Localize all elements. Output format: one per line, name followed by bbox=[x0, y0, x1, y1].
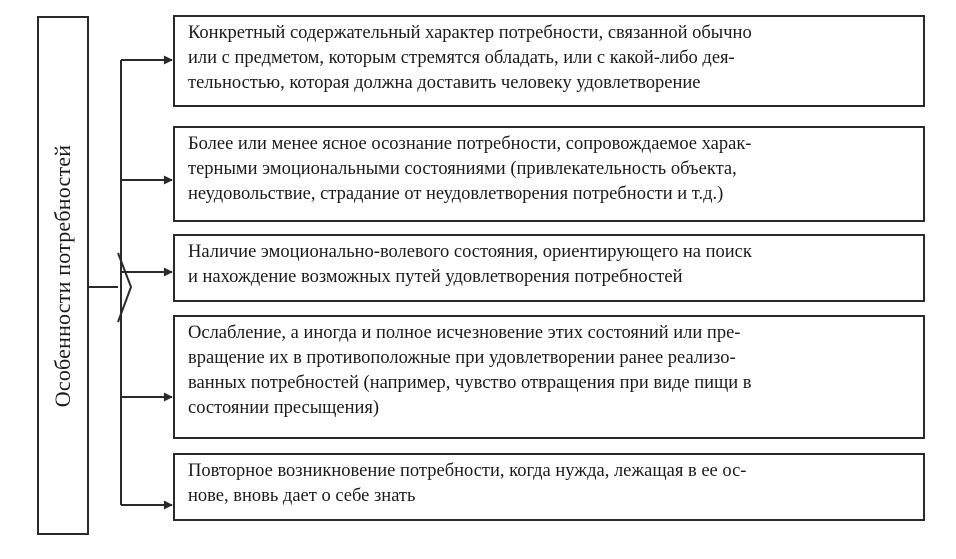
feature-4-line-4: состоянии пресыщения) bbox=[188, 398, 380, 418]
feature-box-3 bbox=[173, 234, 925, 302]
feature-box-1 bbox=[173, 15, 925, 107]
feature-4-line-1: Ослабление, а иногда и полное исчезновение этих состояний или пре- bbox=[188, 323, 741, 343]
feature-2-line-2: терными эмоциональными состояниями (привлекательность объекта, bbox=[188, 159, 737, 179]
feature-4-line-3: ванных потребностей (например, чувство отвращения при виде пищи в bbox=[188, 373, 752, 393]
feature-3-line-2: и нахождение возможных путей удовлетворения потребностей bbox=[188, 267, 683, 287]
feature-5-line-2: нове, вновь дает о себе знать bbox=[188, 486, 416, 506]
category-label: Особенности потребностей bbox=[50, 144, 75, 407]
feature-4-line-2: вращение их в противоположные при удовлетворении ранее реализо- bbox=[188, 348, 736, 368]
feature-3-line-1: Наличие эмоционально-волевого состояния, ориентирующего на поиск bbox=[188, 242, 752, 262]
feature-5-line-1: Повторное возникновение потребности, когда нужда, лежащая в ее ос- bbox=[188, 461, 747, 481]
feature-2-line-3: неудовольствие, страдание от неудовлетворения потребности и т.д.) bbox=[188, 184, 724, 204]
feature-1-line-2: или с предметом, которым стремятся обладать, или с какой-либо дея- bbox=[188, 48, 735, 68]
feature-1-line-3: тельностью, которая должна доставить человеку удовлетворение bbox=[188, 73, 701, 93]
feature-2-line-1: Более или менее ясное осознание потребности, сопровождаемое харак- bbox=[188, 134, 752, 154]
feature-box-5 bbox=[173, 453, 925, 521]
feature-1-line-1: Конкретный содержательный характер потребности, связанной обычно bbox=[188, 23, 752, 43]
brace-notch bbox=[118, 253, 131, 322]
feature-box-2 bbox=[173, 126, 925, 222]
feature-box-4 bbox=[173, 315, 925, 439]
category-label-box bbox=[37, 16, 89, 535]
